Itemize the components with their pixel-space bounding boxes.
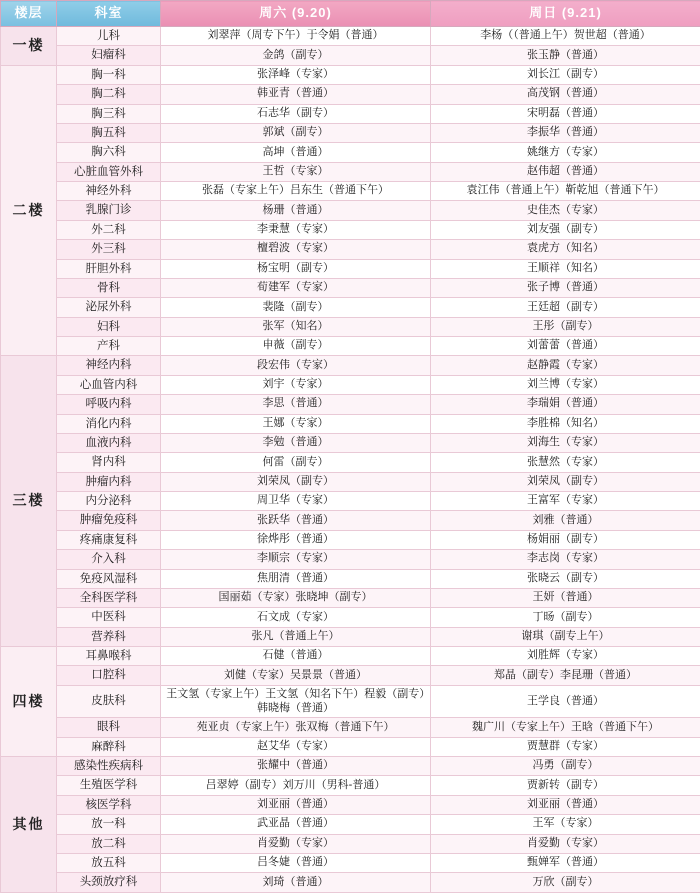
saturday-doctors: 刘健（专家）吴景景（普通） xyxy=(161,666,431,685)
saturday-doctors: 张跃华（普通） xyxy=(161,511,431,530)
table-row xyxy=(1,795,700,814)
saturday-doctors: 李勉（普通） xyxy=(161,433,431,452)
table-row xyxy=(1,259,700,278)
table-row xyxy=(1,46,700,65)
department-name: 头颈放疗科 xyxy=(57,873,161,892)
sunday-doctors: 魏广川（专家上午）王晗（普通下午） xyxy=(431,718,700,737)
saturday-doctors: 刘宇（专家） xyxy=(161,375,431,394)
table-row xyxy=(1,201,700,220)
sunday-doctors: 王妍（普通） xyxy=(431,588,700,607)
department-name: 免疫风湿科 xyxy=(57,569,161,588)
sunday-doctors: 丁旸（副专） xyxy=(431,608,700,627)
sunday-doctors: 李杨（（普通上午）贺世超（普通） xyxy=(431,27,700,46)
department-name: 外二科 xyxy=(57,220,161,239)
table-header-row xyxy=(1,1,700,27)
saturday-doctors: 韩亚青（普通） xyxy=(161,85,431,104)
saturday-doctors: 苑亚贞（专家上午）张双梅（普通下午） xyxy=(161,718,431,737)
sunday-doctors: 刘雅（普通） xyxy=(431,511,700,530)
saturday-doctors: 肖爱勤（专家） xyxy=(161,834,431,853)
sunday-doctors: 王学良（普通） xyxy=(431,685,700,718)
sunday-doctors: 宋明磊（普通） xyxy=(431,104,700,123)
table-row xyxy=(1,718,700,737)
sunday-doctors: 刘长江（副专） xyxy=(431,65,700,84)
sunday-doctors: 肖爱勤（专家） xyxy=(431,834,700,853)
saturday-doctors: 段宏伟（专家） xyxy=(161,356,431,375)
sunday-doctors: 杨娟丽（副专） xyxy=(431,530,700,549)
department-name: 胸二科 xyxy=(57,85,161,104)
department-name: 眼科 xyxy=(57,718,161,737)
saturday-doctors: 郭斌（副专） xyxy=(161,123,431,142)
saturday-doctors: 杨珊（普通） xyxy=(161,201,431,220)
table-row xyxy=(1,123,700,142)
table-row xyxy=(1,834,700,853)
floor-label: 一楼 xyxy=(1,27,57,66)
department-name: 胸三科 xyxy=(57,104,161,123)
table-row xyxy=(1,472,700,491)
sunday-doctors: 张玉静（普通） xyxy=(431,46,700,65)
table-row xyxy=(1,182,700,201)
department-name: 疼痛康复科 xyxy=(57,530,161,549)
department-name: 妇科 xyxy=(57,317,161,336)
table-row xyxy=(1,550,700,569)
table-row xyxy=(1,737,700,756)
sunday-doctors: 李胜棉（知名） xyxy=(431,414,700,433)
saturday-doctors: 王哲（专家） xyxy=(161,162,431,181)
department-name: 内分泌科 xyxy=(57,492,161,511)
sunday-doctors: 刘蕾蕾（普通） xyxy=(431,337,700,356)
department-name: 儿科 xyxy=(57,27,161,46)
table-row xyxy=(1,453,700,472)
department-name: 中医科 xyxy=(57,608,161,627)
saturday-doctors: 李秉慧（专家） xyxy=(161,220,431,239)
table-row xyxy=(1,873,700,892)
floor-label: 其他 xyxy=(1,757,57,893)
department-name: 神经内科 xyxy=(57,356,161,375)
department-name: 介入科 xyxy=(57,550,161,569)
table-row xyxy=(1,815,700,834)
department-name: 乳腺门诊 xyxy=(57,201,161,220)
saturday-doctors: 刘亚丽（普通） xyxy=(161,795,431,814)
sunday-doctors: 刘友强（副专） xyxy=(431,220,700,239)
saturday-doctors: 高坤（普通） xyxy=(161,143,431,162)
table-row xyxy=(1,627,700,646)
table-row xyxy=(1,85,700,104)
department-name: 肾内科 xyxy=(57,453,161,472)
saturday-doctors: 石文成（专家） xyxy=(161,608,431,627)
department-name: 心血管内科 xyxy=(57,375,161,394)
saturday-doctors: 刘琦（普通） xyxy=(161,873,431,892)
department-name: 产科 xyxy=(57,337,161,356)
table-row xyxy=(1,757,700,776)
department-name: 感染性疾病科 xyxy=(57,757,161,776)
department-name: 心脏血管外科 xyxy=(57,162,161,181)
department-name: 皮肤科 xyxy=(57,685,161,718)
floor-label: 二楼 xyxy=(1,65,57,356)
department-name: 呼吸内科 xyxy=(57,395,161,414)
table-row xyxy=(1,530,700,549)
table-row xyxy=(1,317,700,336)
department-name: 外三科 xyxy=(57,240,161,259)
department-name: 消化内科 xyxy=(57,414,161,433)
table-row xyxy=(1,162,700,181)
saturday-doctors: 徐烨彤（普通） xyxy=(161,530,431,549)
saturday-doctors: 何雷（副专） xyxy=(161,453,431,472)
sunday-doctors: 张晓云（副专） xyxy=(431,569,700,588)
saturday-doctors: 吕翠婷（副专）刘万川（男科-普通） xyxy=(161,776,431,795)
saturday-doctors: 张泽峰（专家） xyxy=(161,65,431,84)
saturday-doctors: 张磊（专家上午）吕东生（普通下午） xyxy=(161,182,431,201)
saturday-doctors: 檀碧波（专家） xyxy=(161,240,431,259)
department-name: 胸五科 xyxy=(57,123,161,142)
saturday-doctors: 李顺宗（专家） xyxy=(161,550,431,569)
department-name: 生殖医学科 xyxy=(57,776,161,795)
table-row xyxy=(1,853,700,872)
saturday-doctors: 刘翠萍（周专下午）于令娟（普通） xyxy=(161,27,431,46)
sunday-doctors: 刘兰博（专家） xyxy=(431,375,700,394)
sunday-doctors: 张子博（普通） xyxy=(431,278,700,297)
sunday-doctors: 赵伟超（普通） xyxy=(431,162,700,181)
department-name: 口腔科 xyxy=(57,666,161,685)
sunday-doctors: 李瑞娟（普通） xyxy=(431,395,700,414)
table-body xyxy=(1,27,700,893)
floor-label: 三楼 xyxy=(1,356,57,647)
sunday-doctors: 刘荣凤（副专） xyxy=(431,472,700,491)
saturday-doctors: 周卫华（专家） xyxy=(161,492,431,511)
table-row xyxy=(1,685,700,718)
saturday-doctors: 石健（普通） xyxy=(161,647,431,666)
table-row xyxy=(1,27,700,46)
department-name: 胸六科 xyxy=(57,143,161,162)
column-header-saturday: 周六 (9.20) xyxy=(161,1,431,27)
saturday-doctors: 金鸽（副专） xyxy=(161,46,431,65)
saturday-doctors: 王文氢（专家上午）王文氢（知名下午）程毅（副专）韩晓梅（普通） xyxy=(161,685,431,718)
saturday-doctors: 吕冬婕（普通） xyxy=(161,853,431,872)
department-name: 妇瘤科 xyxy=(57,46,161,65)
saturday-doctors: 张耀中（普通） xyxy=(161,757,431,776)
sunday-doctors: 贾新转（副专） xyxy=(431,776,700,795)
saturday-doctors: 武亚晶（普通） xyxy=(161,815,431,834)
saturday-doctors: 杨宝明（副专） xyxy=(161,259,431,278)
sunday-doctors: 张慧然（专家） xyxy=(431,453,700,472)
column-header-sunday: 周日 (9.21) xyxy=(431,1,700,27)
department-name: 胸一科 xyxy=(57,65,161,84)
table-row xyxy=(1,588,700,607)
sunday-doctors: 王廷超（副专） xyxy=(431,298,700,317)
table-row xyxy=(1,220,700,239)
sunday-doctors: 王彤（副专） xyxy=(431,317,700,336)
table-row xyxy=(1,143,700,162)
sunday-doctors: 袁江伟（普通上午）靳乾旭（普通下午） xyxy=(431,182,700,201)
saturday-doctors: 申薇（副专） xyxy=(161,337,431,356)
department-name: 全科医学科 xyxy=(57,588,161,607)
saturday-doctors: 张军（知名） xyxy=(161,317,431,336)
sunday-doctors: 郑晶（副专）李昆珊（普通） xyxy=(431,666,700,685)
table-row xyxy=(1,356,700,375)
table-row xyxy=(1,433,700,452)
sunday-doctors: 谢琪（副专上午） xyxy=(431,627,700,646)
column-header-department: 科室 xyxy=(57,1,161,27)
sunday-doctors: 高茂钢（普通） xyxy=(431,85,700,104)
saturday-doctors: 李思（普通） xyxy=(161,395,431,414)
saturday-doctors: 石志华（副专） xyxy=(161,104,431,123)
saturday-doctors: 张凡（普通上午） xyxy=(161,627,431,646)
saturday-doctors: 国丽茹（专家）张晓坤（副专） xyxy=(161,588,431,607)
table-row xyxy=(1,608,700,627)
saturday-doctors: 刘荣凤（副专） xyxy=(161,472,431,491)
sunday-doctors: 赵静霞（专家） xyxy=(431,356,700,375)
sunday-doctors: 刘胜辉（专家） xyxy=(431,647,700,666)
table-row xyxy=(1,569,700,588)
department-name: 麻醉科 xyxy=(57,737,161,756)
department-name: 肝胆外科 xyxy=(57,259,161,278)
table-row xyxy=(1,776,700,795)
sunday-doctors: 贾慧群（专家） xyxy=(431,737,700,756)
sunday-doctors: 李志岗（专家） xyxy=(431,550,700,569)
table-row xyxy=(1,647,700,666)
department-name: 营养科 xyxy=(57,627,161,646)
sunday-doctors: 万欣（副专） xyxy=(431,873,700,892)
department-name: 肿瘤内科 xyxy=(57,472,161,491)
saturday-doctors: 赵艾华（专家） xyxy=(161,737,431,756)
table-row xyxy=(1,492,700,511)
sunday-doctors: 姚继方（专家） xyxy=(431,143,700,162)
saturday-doctors: 裴隆（副专） xyxy=(161,298,431,317)
sunday-doctors: 袁虎方（知名） xyxy=(431,240,700,259)
department-name: 神经外科 xyxy=(57,182,161,201)
sunday-doctors: 王军（专家） xyxy=(431,815,700,834)
column-header-floor: 楼层 xyxy=(1,1,57,27)
sunday-doctors: 甄婵军（普通） xyxy=(431,853,700,872)
department-name: 骨科 xyxy=(57,278,161,297)
table-row xyxy=(1,278,700,297)
sunday-doctors: 刘海生（专家） xyxy=(431,433,700,452)
sunday-doctors: 冯勇（副专） xyxy=(431,757,700,776)
floor-label: 四楼 xyxy=(1,647,57,757)
sunday-doctors: 王顺祥（知名） xyxy=(431,259,700,278)
department-name: 放一科 xyxy=(57,815,161,834)
table-row xyxy=(1,375,700,394)
department-name: 核医学科 xyxy=(57,795,161,814)
table-row xyxy=(1,414,700,433)
department-name: 血液内科 xyxy=(57,433,161,452)
saturday-doctors: 王娜（专家） xyxy=(161,414,431,433)
table-row xyxy=(1,104,700,123)
sunday-doctors: 刘亚丽（普通） xyxy=(431,795,700,814)
sunday-doctors: 李振华（普通） xyxy=(431,123,700,142)
department-name: 耳鼻喉科 xyxy=(57,647,161,666)
table-row xyxy=(1,511,700,530)
table-row xyxy=(1,666,700,685)
department-name: 泌尿外科 xyxy=(57,298,161,317)
sunday-doctors: 史佳杰（专家） xyxy=(431,201,700,220)
table-row xyxy=(1,395,700,414)
saturday-doctors: 荀建军（专家） xyxy=(161,278,431,297)
table-row xyxy=(1,65,700,84)
saturday-doctors: 焦朋清（普通） xyxy=(161,569,431,588)
department-name: 放五科 xyxy=(57,853,161,872)
table-row xyxy=(1,298,700,317)
sunday-doctors: 王富军（专家） xyxy=(431,492,700,511)
table-row xyxy=(1,240,700,259)
department-name: 肿瘤免疫科 xyxy=(57,511,161,530)
table-row xyxy=(1,337,700,356)
department-name: 放二科 xyxy=(57,834,161,853)
